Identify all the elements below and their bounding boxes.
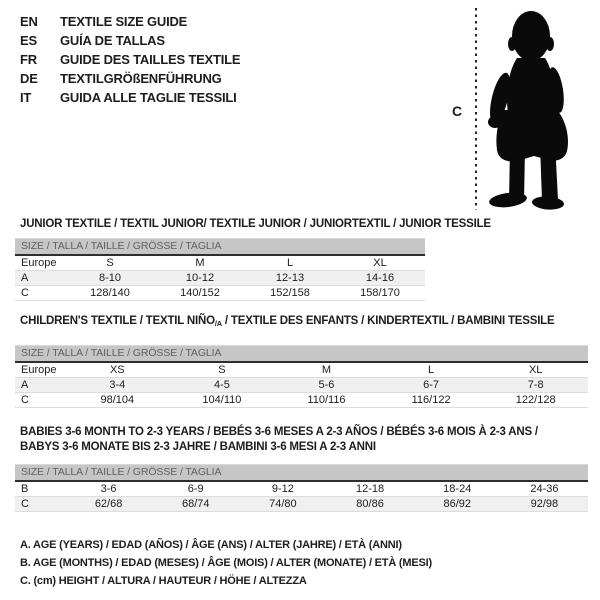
table-cell: 6-9 [187, 483, 204, 495]
table-cell: 5-6 [318, 379, 335, 391]
language-row-de [20, 69, 240, 88]
table-cell: M [195, 257, 205, 269]
table-cell: 8-10 [98, 272, 122, 284]
legend-line-a: A. AGE (YEARS) / EDAD (AÑOS) / ÂGE (ANS) / ALTER (JAHRE) / ETÀ (ANNI) [20, 539, 402, 551]
children-size-table [15, 345, 588, 408]
table-cell: M [321, 364, 332, 376]
language-code: ES [20, 33, 37, 48]
language-row-fr [20, 50, 240, 69]
guide-title: GUÍA DE TALLAS [60, 33, 165, 48]
table-row [15, 286, 425, 301]
table-cell: 86/92 [443, 498, 471, 510]
height-measure-label: C [452, 103, 463, 119]
table-cell: S [106, 257, 114, 269]
children-table-rows [15, 363, 588, 408]
table-cell: XL [528, 364, 543, 376]
language-row-en [20, 12, 240, 31]
row-label: C [21, 498, 29, 510]
title-text: CHILDREN'S TEXTILE / TEXTIL NIÑO [20, 315, 215, 327]
table-cell: 10-12 [185, 272, 215, 284]
table-cell: 116/122 [411, 394, 451, 406]
measurement-legend [20, 536, 432, 590]
table-cell: 9-12 [271, 483, 294, 495]
language-title-list [20, 12, 240, 107]
table-cell: 80/86 [356, 498, 384, 510]
babies-table-title [20, 425, 538, 455]
table-cell: 104/110 [202, 394, 242, 406]
table-row [15, 393, 588, 408]
junior-table-title [20, 217, 491, 234]
table-cell: 12-18 [356, 483, 385, 495]
table-cell: 152/158 [270, 287, 310, 299]
table-cell: 24-36 [530, 483, 559, 495]
table-cell: 18-24 [443, 483, 472, 495]
language-row-it [20, 88, 240, 107]
language-code: IT [20, 90, 32, 105]
title-text: / TEXTILE DES ENFANTS / KINDERTEXTIL / BAMBINI TESSILE [221, 315, 555, 327]
title-line-1: BABIES 3-6 MONTH TO 2-3 YEARS / BEBÉS 3-6 MESES A 2-3 AÑOS / BÉBÉS 3-6 MOIS À 2-3 ANS / [20, 426, 538, 438]
language-row-es [20, 31, 240, 50]
language-code: EN [20, 14, 38, 29]
baby-silhouette [486, 8, 594, 210]
table-cell: 14-16 [365, 272, 395, 284]
junior-table-rows [15, 256, 425, 301]
row-label: Europe [21, 257, 57, 269]
guide-title: TEXTILGRÖßENFÜHRUNG [60, 71, 222, 86]
table-cell: 68/74 [181, 498, 210, 510]
legend-line-c: C. (cm) HEIGHT / ALTURA / HAUTEUR / HÖHE / ALTEZZA [20, 575, 307, 587]
legend-line-b: B. AGE (MONTHS) / EDAD (MESES) / ÂGE (MOIS) / ALTER (MONATE) / ETÀ (MESI) [20, 557, 432, 569]
babies-size-table [15, 464, 588, 512]
table-cell: 140/152 [180, 287, 220, 299]
table-row [15, 363, 588, 378]
table-cell: 92/98 [530, 498, 559, 510]
row-label: B [21, 483, 29, 495]
table-cell: 4-5 [213, 379, 230, 391]
table-cell: 74/80 [269, 498, 297, 510]
table-row [15, 497, 588, 512]
junior-size-table [15, 238, 425, 301]
row-label: C [21, 287, 29, 299]
table-row [15, 271, 425, 286]
table-cell: 3-4 [109, 379, 126, 391]
table-row [15, 256, 425, 271]
size-header-bar: SIZE / TALLA / TAILLE / GRÖSSE / TAGLIA [15, 464, 588, 482]
guide-title: TEXTILE SIZE GUIDE [60, 14, 188, 29]
table-cell: S [218, 364, 226, 376]
table-cell: L [286, 257, 294, 269]
table-cell: 7-8 [527, 379, 544, 391]
table-cell: 122/128 [515, 394, 556, 406]
row-label: Europe [21, 364, 57, 376]
row-label: A [21, 379, 29, 391]
table-cell: 3-6 [100, 483, 117, 495]
table-row [15, 482, 588, 497]
children-table-title [20, 314, 554, 331]
title-subscript: /A [214, 319, 222, 328]
row-label: C [21, 394, 29, 406]
size-header-bar: SIZE / TALLA / TAILLE / GRÖSSE / TAGLIA [15, 238, 425, 256]
height-measure-dotted-line [475, 8, 477, 210]
table-cell: 6-7 [423, 379, 440, 391]
table-cell: 62/68 [94, 498, 123, 510]
language-code: DE [20, 71, 38, 86]
table-cell: 98/104 [100, 394, 135, 406]
table-cell: XL [373, 257, 387, 269]
table-cell: 158/170 [360, 287, 400, 299]
table-cell: L [428, 364, 435, 376]
table-row [15, 378, 588, 393]
guide-title: GUIDA ALLE TAGLIE TESSILI [60, 90, 237, 105]
row-label: A [21, 272, 29, 284]
guide-title: GUIDE DES TAILLES TEXTILE [60, 52, 241, 67]
title-line-2: BABYS 3-6 MONATE BIS 2-3 JAHRE / BAMBINI 3-6 MESI A 2-3 ANNI [20, 441, 376, 453]
table-cell: 128/140 [90, 287, 130, 299]
title-text: JUNIOR TEXTILE / TEXTIL JUNIOR/ TEXTILE JUNIOR / JUNIORTEXTIL / JUNIOR TESSILE [20, 218, 491, 230]
table-cell: XS [109, 364, 125, 376]
table-cell: 110/116 [307, 394, 346, 406]
language-code: FR [20, 52, 37, 67]
table-cell: 12-13 [275, 272, 305, 284]
babies-table-rows [15, 482, 588, 512]
size-header-bar: SIZE / TALLA / TAILLE / GRÖSSE / TAGLIA [15, 345, 588, 363]
